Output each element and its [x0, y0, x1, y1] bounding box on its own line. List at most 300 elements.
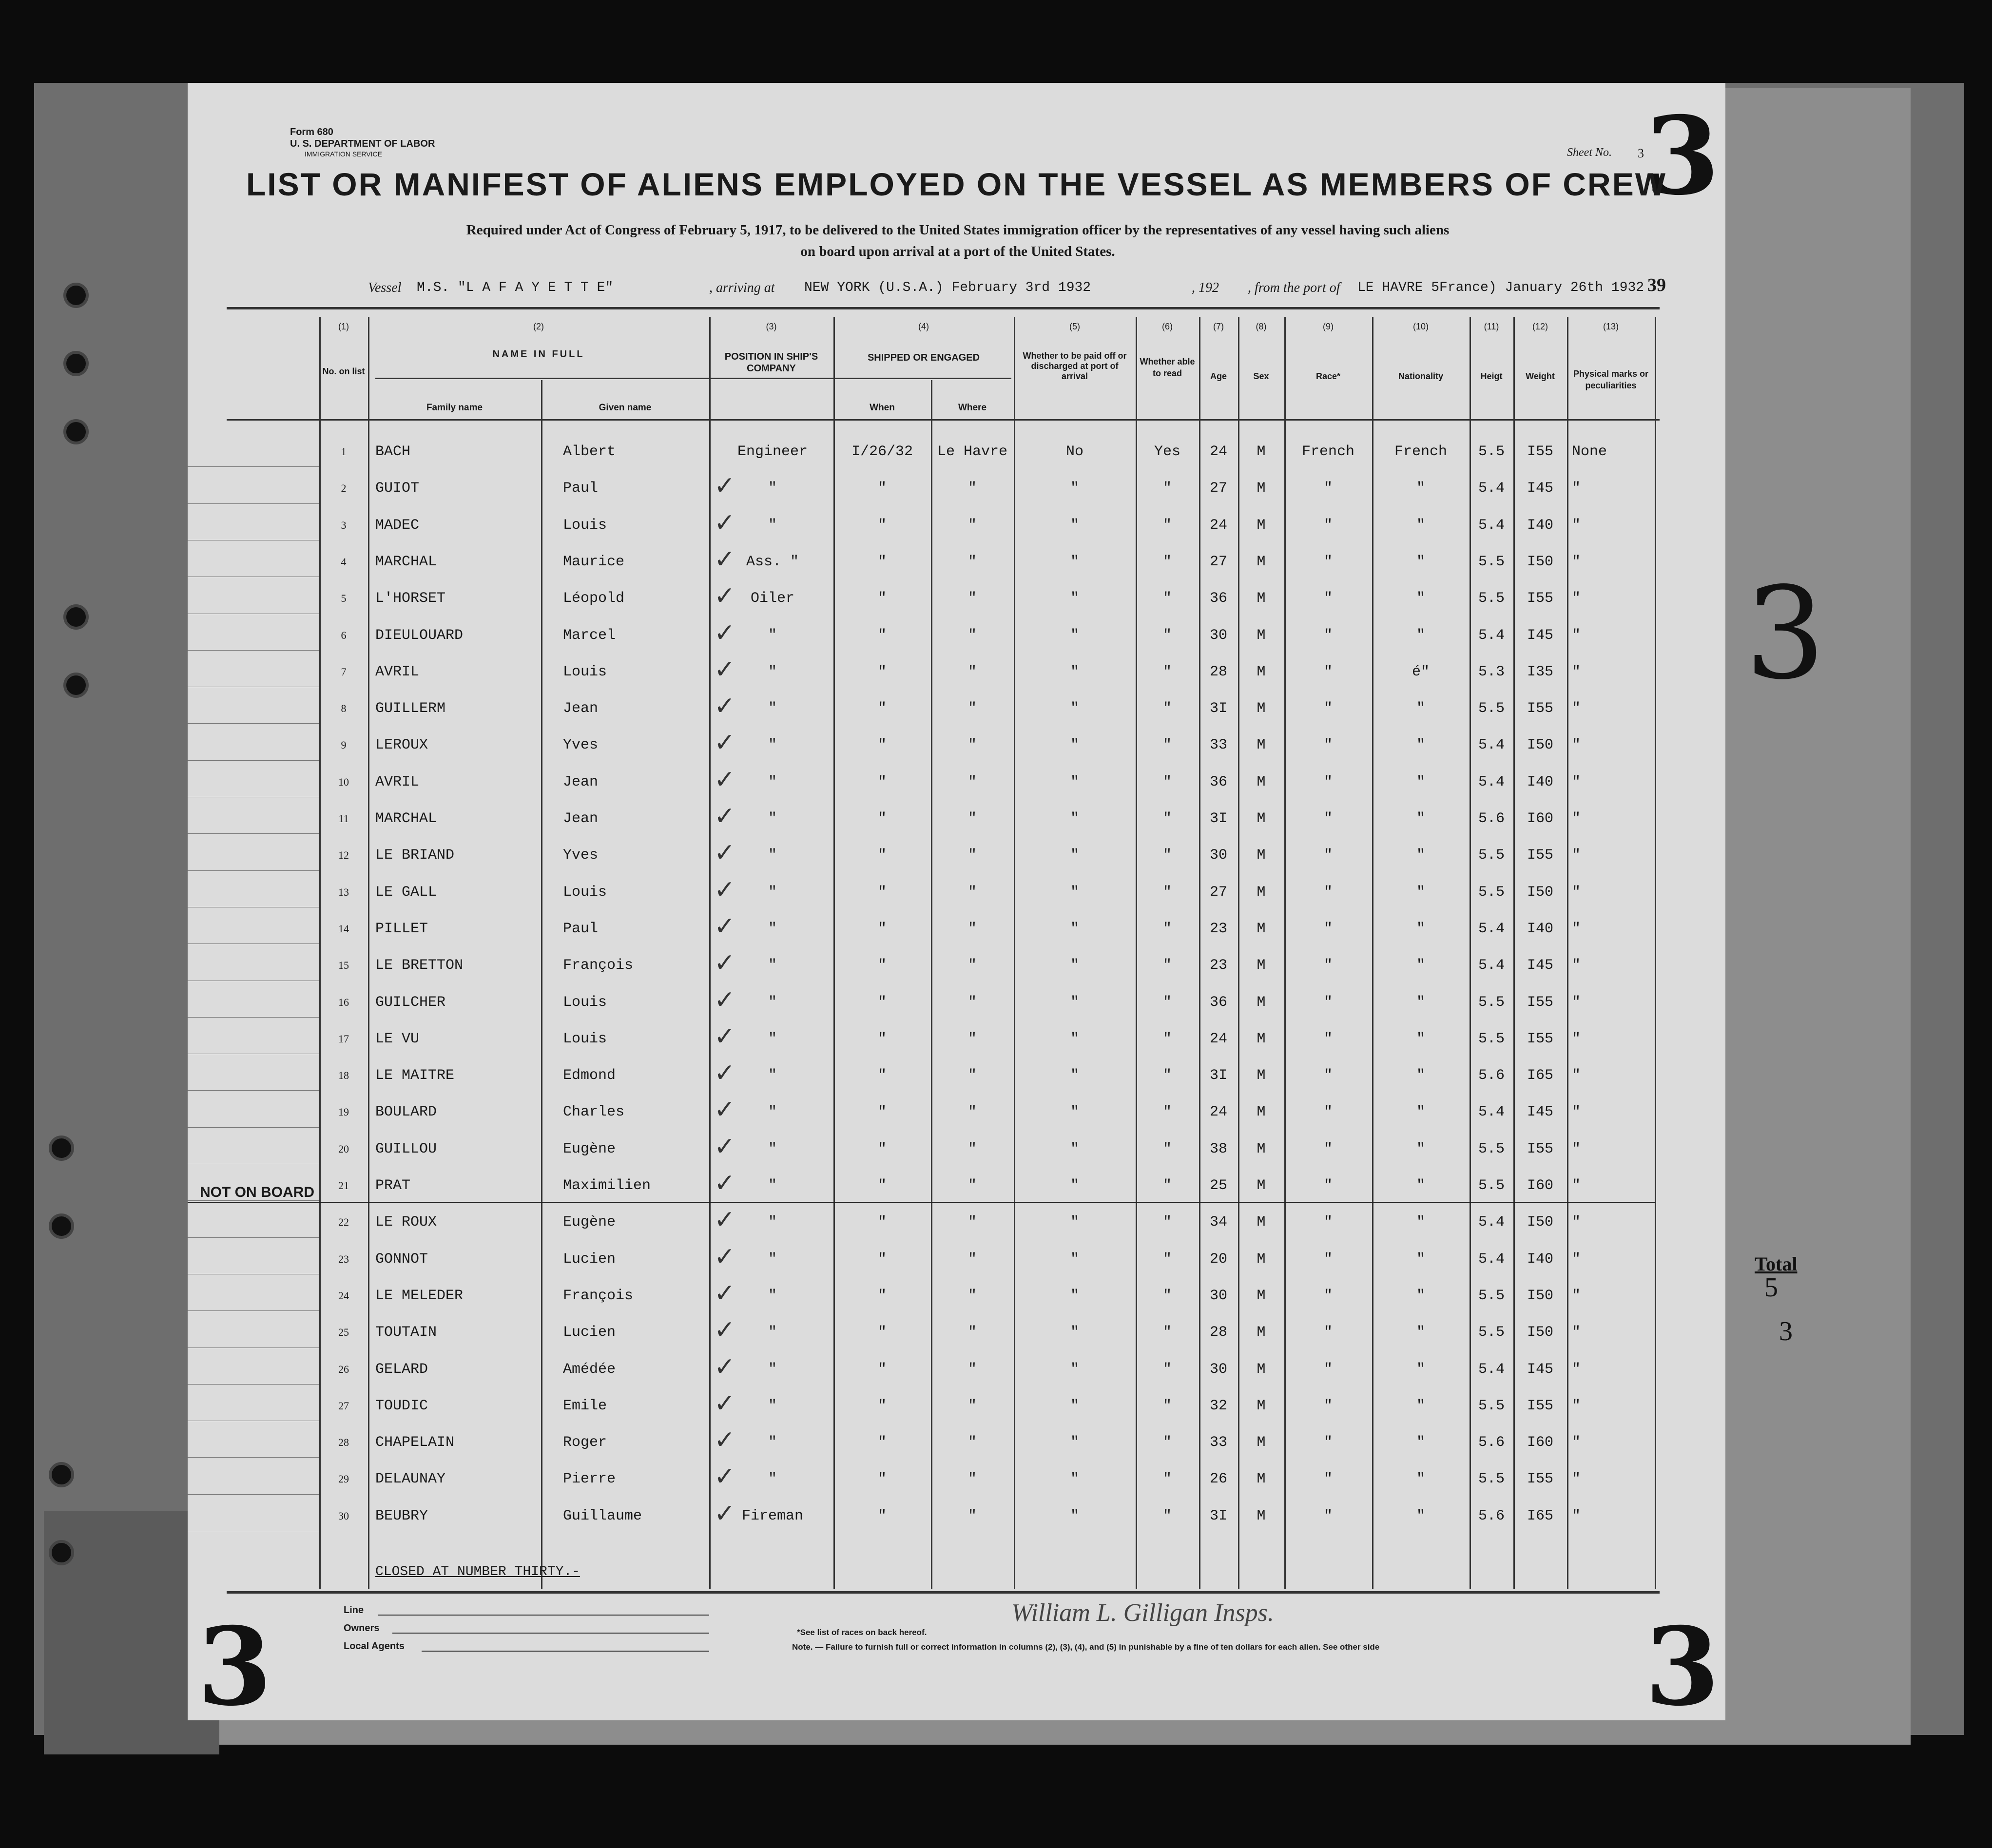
cell-position: "	[768, 1030, 777, 1047]
cell-position: Ass. "	[746, 553, 799, 570]
cell-where: "	[967, 553, 977, 570]
check-mark-icon: ✓	[714, 1205, 735, 1235]
cell-nationality: "	[1416, 884, 1425, 901]
cell-family: LE BRIAND	[375, 847, 455, 864]
cell-age: 28	[1209, 1324, 1227, 1341]
col-no-on-list-header: No. on list	[322, 366, 365, 376]
cell-read: "	[1162, 773, 1172, 790]
cell-when: "	[877, 737, 887, 754]
cell-given: Jean	[563, 773, 599, 790]
closed-note: CLOSED AT NUMBER THIRTY.-	[375, 1564, 580, 1579]
year-label: , 192	[1192, 280, 1219, 295]
cell-weight: I55	[1527, 1397, 1553, 1414]
cell-read: "	[1162, 847, 1172, 864]
cell-race: "	[1323, 553, 1333, 570]
cell-family: CHAPELAIN	[375, 1434, 455, 1451]
cell-paid-off: "	[1070, 1214, 1079, 1231]
check-mark-icon: ✓	[714, 1132, 735, 1161]
margin-rule	[188, 1384, 319, 1385]
count-value: 3	[1779, 1316, 1793, 1347]
cell-given: Lucien	[563, 1324, 616, 1341]
cell-marks: "	[1572, 517, 1581, 534]
cell-age: 3I	[1209, 1507, 1227, 1524]
cell-read: "	[1162, 590, 1172, 607]
cell-marks: "	[1572, 1030, 1581, 1047]
cell-read: "	[1162, 1507, 1172, 1524]
col-when-header: When	[870, 403, 895, 413]
cell-where: "	[967, 1251, 977, 1268]
cell-marks: None	[1572, 443, 1607, 460]
cell-height: 5.5	[1478, 590, 1505, 607]
binder-hole	[63, 604, 89, 630]
cell-given: Lucien	[563, 1251, 616, 1268]
cell-family: GUIOT	[375, 480, 420, 497]
table-top-rule	[227, 307, 1660, 309]
cell-read: "	[1162, 1030, 1172, 1047]
row-number: 1	[341, 445, 347, 458]
cell-family: PILLET	[375, 920, 428, 937]
row-number: 29	[338, 1473, 349, 1485]
col-divider	[709, 317, 711, 1589]
cell-weight: I50	[1527, 1287, 1553, 1304]
cell-position: "	[768, 1214, 777, 1231]
margin-rule	[188, 503, 319, 504]
binder-hole	[49, 1136, 74, 1161]
cell-sex: M	[1257, 1361, 1266, 1378]
cell-read: "	[1162, 700, 1172, 717]
margin-rule	[188, 1017, 319, 1018]
cell-nationality: "	[1416, 1177, 1425, 1194]
col-name-header: NAME IN FULL	[492, 349, 585, 360]
cell-family: L'HORSET	[375, 590, 446, 607]
cell-family: TOUDIC	[375, 1397, 428, 1414]
cell-where: "	[967, 884, 977, 901]
cell-position: "	[768, 994, 777, 1011]
cell-marks: "	[1572, 884, 1581, 901]
cell-weight: I45	[1527, 627, 1553, 644]
cell-race: "	[1323, 1434, 1333, 1451]
cell-weight: I50	[1527, 1324, 1553, 1341]
cell-weight: I65	[1527, 1067, 1553, 1084]
cell-age: 3I	[1209, 1067, 1227, 1084]
cell-nationality: "	[1416, 810, 1425, 827]
cell-given: Paul	[563, 920, 599, 937]
cell-where: "	[967, 994, 977, 1011]
check-mark-icon: ✓	[714, 1278, 735, 1308]
sheet-big-number-bottom-right: 3	[1645, 1603, 1720, 1730]
cell-age: 3I	[1209, 700, 1227, 717]
cell-paid-off: "	[1070, 737, 1079, 754]
cell-weight: I55	[1527, 1140, 1553, 1157]
cell-sex: M	[1257, 1104, 1266, 1121]
cell-marks: "	[1572, 994, 1581, 1011]
service: IMMIGRATION SERVICE	[305, 150, 382, 158]
cell-position: "	[768, 810, 777, 827]
cell-height: 5.4	[1478, 773, 1505, 790]
check-mark-icon: ✓	[714, 581, 735, 611]
cell-nationality: "	[1416, 1251, 1425, 1268]
cell-position: "	[768, 1177, 777, 1194]
cell-race: "	[1323, 590, 1333, 607]
cell-nationality: "	[1416, 1397, 1425, 1414]
cell-read: "	[1162, 1140, 1172, 1157]
cell-nationality: "	[1416, 1507, 1425, 1524]
cell-where: "	[967, 663, 977, 680]
cell-position: "	[768, 700, 777, 717]
cell-nationality: "	[1416, 1104, 1425, 1121]
cell-when: "	[877, 1214, 887, 1231]
cell-read: "	[1162, 957, 1172, 974]
cell-age: 34	[1209, 1214, 1227, 1231]
cell-height: 5.4	[1478, 957, 1505, 974]
cell-weight: I60	[1527, 1434, 1553, 1451]
cell-sex: M	[1257, 773, 1266, 790]
check-mark-icon: ✓	[714, 948, 735, 978]
cell-read: "	[1162, 627, 1172, 644]
cell-age: 36	[1209, 773, 1227, 790]
margin-rule	[188, 650, 319, 651]
cell-when: "	[877, 1067, 887, 1084]
check-mark-icon: ✓	[714, 1462, 735, 1492]
cell-nationality: "	[1416, 1030, 1425, 1047]
cell-race: "	[1323, 847, 1333, 864]
check-mark-icon: ✓	[714, 1095, 735, 1125]
cell-age: 33	[1209, 1434, 1227, 1451]
vessel-name: M.S. "L A F A Y E T T E"	[417, 280, 614, 295]
cell-when: "	[877, 1361, 887, 1378]
cell-sex: M	[1257, 1067, 1266, 1084]
cell-read: "	[1162, 810, 1172, 827]
cell-given: Louis	[563, 1030, 607, 1047]
margin-rule	[188, 870, 319, 871]
cell-height: 5.6	[1478, 1507, 1505, 1524]
cell-position: "	[768, 1067, 777, 1084]
cell-given: Maximilien	[563, 1177, 651, 1194]
cell-height: 5.5	[1478, 994, 1505, 1011]
cell-when: "	[877, 1140, 887, 1157]
col-position-header: POSITION IN SHIP'S COMPANY	[724, 351, 818, 374]
manifest-title: LIST OR MANIFEST OF ALIENS EMPLOYED ON THE VESSEL AS MEMBERS OF CREW	[246, 166, 1667, 202]
cell-weight: I45	[1527, 1104, 1553, 1121]
cell-weight: I40	[1527, 517, 1553, 534]
margin-rule	[188, 943, 319, 944]
cell-weight: I40	[1527, 773, 1553, 790]
footer-line-label: Line	[344, 1605, 364, 1616]
cell-paid-off: "	[1070, 700, 1079, 717]
row-number: 30	[338, 1509, 349, 1522]
row-number: 2	[341, 482, 347, 495]
row-number: 13	[338, 886, 349, 898]
cell-marks: "	[1572, 1324, 1581, 1341]
cell-marks: "	[1572, 1140, 1581, 1157]
cell-given: Louis	[563, 663, 607, 680]
cell-age: 36	[1209, 994, 1227, 1011]
row-number: 24	[338, 1289, 349, 1302]
cell-read: "	[1162, 480, 1172, 497]
cell-height: 5.5	[1478, 1177, 1505, 1194]
binder-hole	[63, 283, 89, 308]
sheet-big-number-top: 3	[1645, 93, 1720, 219]
col-nationality-header: Nationality	[1398, 371, 1443, 381]
cell-age: 36	[1209, 590, 1227, 607]
cell-family: LE ROUX	[375, 1214, 437, 1231]
cell-read: "	[1162, 553, 1172, 570]
cell-weight: I55	[1527, 590, 1553, 607]
footer-note: Note. — Failure to furnish full or correct information in columns (2), (3), (4), and (5) in punishable by a fine of ten dollars for each alien. See other side	[792, 1642, 1380, 1652]
col-divider	[368, 317, 369, 1589]
cell-age: 24	[1209, 1030, 1227, 1047]
cell-read: "	[1162, 1214, 1172, 1231]
sheet-label: Sheet No.	[1567, 146, 1612, 159]
cell-race: "	[1323, 1324, 1333, 1341]
cell-position: "	[768, 957, 777, 974]
cell-sex: M	[1257, 1030, 1266, 1047]
cell-race: "	[1323, 1140, 1333, 1157]
cell-sex: M	[1257, 553, 1266, 570]
row-number: 28	[338, 1436, 349, 1449]
col-9-number: (9)	[1323, 322, 1334, 331]
col-paid-off-header: Whether to be paid off or discharged at port of arrival	[1023, 351, 1127, 381]
cell-age: 20	[1209, 1251, 1227, 1268]
row-number: 20	[338, 1142, 349, 1155]
check-mark-icon: ✓	[714, 875, 735, 905]
col-13-number: (13)	[1603, 322, 1619, 331]
cell-height: 5.4	[1478, 920, 1505, 937]
cell-race: "	[1323, 1287, 1333, 1304]
check-mark-icon: ✓	[714, 985, 735, 1015]
not-on-board-strike	[188, 1202, 1655, 1203]
cell-nationality: "	[1416, 480, 1425, 497]
from-label: , from the port of	[1248, 280, 1340, 295]
cell-race: "	[1323, 1214, 1333, 1231]
cell-marks: "	[1572, 1507, 1581, 1524]
cell-when: "	[877, 1177, 887, 1194]
cell-paid-off: "	[1070, 590, 1079, 607]
row-number: 26	[338, 1363, 349, 1375]
cell-nationality: "	[1416, 1361, 1425, 1378]
cell-race: "	[1323, 994, 1333, 1011]
margin-rule	[188, 466, 319, 467]
cell-where: "	[967, 1434, 977, 1451]
check-mark-icon: ✓	[714, 728, 735, 758]
cell-where: Le Havre	[937, 443, 1008, 460]
cell-height: 5.5	[1478, 443, 1505, 460]
cell-sex: M	[1257, 957, 1266, 974]
row-number: 15	[338, 959, 349, 972]
cell-sex: M	[1257, 920, 1266, 937]
cell-read: "	[1162, 1251, 1172, 1268]
cell-position: "	[768, 1287, 777, 1304]
cell-weight: I55	[1527, 1030, 1553, 1047]
cell-weight: I40	[1527, 920, 1553, 937]
cell-height: 5.5	[1478, 700, 1505, 717]
cell-position: "	[768, 920, 777, 937]
cell-when: "	[877, 1287, 887, 1304]
cell-age: 28	[1209, 663, 1227, 680]
cell-marks: "	[1572, 627, 1581, 644]
cell-age: 23	[1209, 957, 1227, 974]
footer-races-note: *See list of races on back hereof.	[797, 1628, 927, 1637]
cell-when: "	[877, 1324, 887, 1341]
cell-sex: M	[1257, 994, 1266, 1011]
cell-given: Pierre	[563, 1471, 616, 1488]
sheet-big-number-bottom-left: 3	[197, 1603, 272, 1730]
cell-height: 5.6	[1478, 810, 1505, 827]
cell-family: BACH	[375, 443, 411, 460]
arriving-port: NEW YORK (U.S.A.) February 3rd 1932	[804, 280, 1091, 295]
col-2-number: (2)	[533, 322, 544, 331]
cell-race: "	[1323, 663, 1333, 680]
cell-where: "	[967, 847, 977, 864]
cell-age: 33	[1209, 737, 1227, 754]
cell-given: Louis	[563, 994, 607, 1011]
cell-family: LE GALL	[375, 884, 437, 901]
arriving-label: , arriving at	[709, 280, 775, 295]
cell-when: "	[877, 1507, 887, 1524]
cell-given: Emile	[563, 1397, 607, 1414]
cell-given: Léopold	[563, 590, 625, 607]
check-mark-icon: ✓	[714, 544, 735, 574]
cell-race: "	[1323, 1507, 1333, 1524]
col-divider	[319, 317, 321, 1589]
col-10-number: (10)	[1412, 322, 1429, 331]
cell-sex: M	[1257, 1471, 1266, 1488]
cell-paid-off: "	[1070, 1104, 1079, 1121]
cell-height: 5.4	[1478, 1251, 1505, 1268]
cell-sex: M	[1257, 443, 1266, 460]
cell-nationality: French	[1394, 443, 1448, 460]
cell-marks: "	[1572, 957, 1581, 974]
cell-where: "	[967, 1324, 977, 1341]
cell-sex: M	[1257, 810, 1266, 827]
cell-paid-off: "	[1070, 920, 1079, 937]
cell-read: "	[1162, 994, 1172, 1011]
cell-nationality: "	[1416, 1471, 1425, 1488]
cell-when: "	[877, 553, 887, 570]
cell-race: "	[1323, 920, 1333, 937]
form-number: Form 680	[290, 127, 333, 137]
footer-line-rule	[378, 1615, 709, 1616]
not-on-board-note: NOT ON BOARD	[200, 1184, 314, 1200]
cell-given: Edmond	[563, 1067, 616, 1084]
col-height-header: Heigt	[1480, 371, 1503, 381]
cell-family: GUILLOU	[375, 1140, 437, 1157]
footer-agents-rule	[422, 1651, 709, 1652]
cell-marks: "	[1572, 1177, 1581, 1194]
cell-family: AVRIL	[375, 663, 420, 680]
cell-where: "	[967, 517, 977, 534]
cell-paid-off: "	[1070, 1030, 1079, 1047]
cell-paid-off: "	[1070, 663, 1079, 680]
col-given-name-header: Given name	[599, 403, 652, 413]
footer-owners-label: Owners	[344, 1623, 380, 1634]
cell-height: 5.4	[1478, 517, 1505, 534]
cell-given: Paul	[563, 480, 599, 497]
check-mark-icon: ✓	[714, 1499, 735, 1528]
cell-read: "	[1162, 920, 1172, 937]
cell-weight: I65	[1527, 1507, 1553, 1524]
cell-height: 5.4	[1478, 627, 1505, 644]
cell-age: 27	[1209, 553, 1227, 570]
cell-position: "	[768, 1251, 777, 1268]
row-number: 23	[338, 1252, 349, 1265]
cell-age: 30	[1209, 847, 1227, 864]
cell-given: Eugène	[563, 1214, 616, 1231]
cell-marks: "	[1572, 773, 1581, 790]
cell-where: "	[967, 1177, 977, 1194]
cell-where: "	[967, 1507, 977, 1524]
cell-weight: I50	[1527, 1214, 1553, 1231]
margin-rule	[188, 1457, 319, 1458]
cell-paid-off: "	[1070, 810, 1079, 827]
cell-height: 5.6	[1478, 1434, 1505, 1451]
cell-paid-off: "	[1070, 1067, 1079, 1084]
cell-nationality: "	[1416, 1287, 1425, 1304]
cell-given: Yves	[563, 847, 599, 864]
binder-hole	[49, 1213, 74, 1239]
cell-sex: M	[1257, 1177, 1266, 1194]
cell-when: "	[877, 700, 887, 717]
cell-position: "	[768, 1140, 777, 1157]
cell-position: "	[768, 1397, 777, 1414]
cell-paid-off: "	[1070, 1507, 1079, 1524]
cell-when: "	[877, 517, 887, 534]
cell-sex: M	[1257, 480, 1266, 497]
cell-where: "	[967, 1214, 977, 1231]
cell-sex: M	[1257, 700, 1266, 717]
cell-paid-off: "	[1070, 994, 1079, 1011]
cell-where: "	[967, 810, 977, 827]
cell-paid-off: "	[1070, 847, 1079, 864]
cell-weight: I50	[1527, 737, 1553, 754]
cell-paid-off: "	[1070, 517, 1079, 534]
cell-read: "	[1162, 1287, 1172, 1304]
cell-family: LEROUX	[375, 737, 428, 754]
cell-marks: "	[1572, 480, 1581, 497]
table-bottom-rule	[227, 1591, 1660, 1594]
col-divider	[1655, 317, 1656, 1589]
cell-weight: I55	[1527, 847, 1553, 864]
total-label: Total	[1755, 1253, 1798, 1275]
col-1-number: (1)	[338, 322, 349, 331]
cell-nationality: "	[1416, 1140, 1425, 1157]
cell-weight: I60	[1527, 1177, 1553, 1194]
check-mark-icon: ✓	[714, 911, 735, 941]
cell-height: 5.5	[1478, 1397, 1505, 1414]
from-port: LE HAVRE 5France) January 26th 1932	[1357, 280, 1644, 295]
cell-given: Yves	[563, 737, 599, 754]
cell-race: "	[1323, 737, 1333, 754]
cell-weight: I45	[1527, 957, 1553, 974]
margin-rule	[188, 723, 319, 724]
row-number: 16	[338, 996, 349, 1008]
total-value: 5	[1764, 1272, 1778, 1303]
cell-age: 24	[1209, 443, 1227, 460]
cell-age: 27	[1209, 480, 1227, 497]
cell-where: "	[967, 920, 977, 937]
col-where-header: Where	[958, 403, 987, 413]
cell-race: "	[1323, 1397, 1333, 1414]
cell-nationality: "	[1416, 517, 1425, 534]
margin-rule	[188, 1127, 319, 1128]
shipped-subheader-rule	[836, 378, 1011, 379]
cell-position: "	[768, 737, 777, 754]
cell-sex: M	[1257, 1434, 1266, 1451]
cell-family: GUILCHER	[375, 994, 446, 1011]
col-sex-header: Sex	[1253, 371, 1269, 381]
cell-race: "	[1323, 480, 1333, 497]
cell-when: "	[877, 627, 887, 644]
